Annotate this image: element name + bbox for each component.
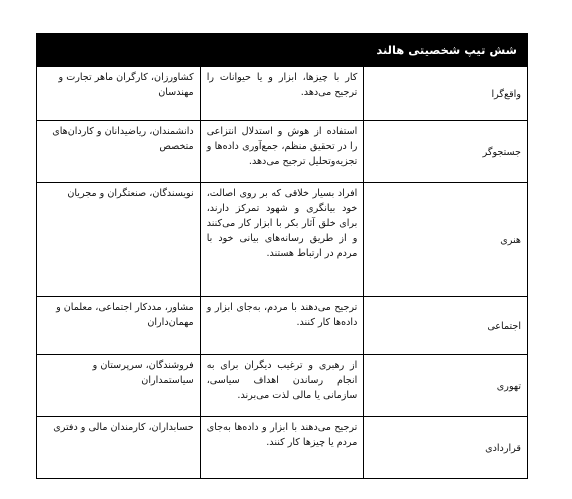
- jobs-cell: فروشندگان، سرپرستان و سیاستمداران: [37, 355, 201, 417]
- table-header-row: [37, 34, 528, 67]
- description-cell: افراد بسیار خلاقی که بر روی اصالت، خود بیانگری و شهود تمرکز دارند، برای خلق آثار بکر با ابزار کار می‌کنند و از طریق رسانه‌های بیانی خود با مردم در ارتباط هستند.: [200, 183, 364, 297]
- table-row: [37, 417, 528, 479]
- jobs-cell: کشاورزان، کارگران ماهر تجارت و مهندسان: [37, 67, 201, 121]
- personality-type-cell: جستجوگر: [364, 121, 528, 183]
- description-cell: استفاده از هوش و استدلال انتزاعی را در تحقیق منظم، جمع‌آوری داده‌ها و تجزیه‌وتحلیل ترجیح می‌دهد.: [200, 121, 364, 183]
- personality-type-cell: هنری: [364, 183, 528, 297]
- description-cell: ترجیح می‌دهند با مردم، به‌جای ابزار و داده‌ها کار کنند.: [200, 297, 364, 355]
- jobs-cell: مشاور، مددکار اجتماعی، معلمان و مهمان‌داران: [37, 297, 201, 355]
- table-row: [37, 183, 528, 297]
- table-row: [37, 355, 528, 417]
- table-title: شش تیپ شخصیتی هالند: [37, 34, 528, 67]
- description-cell: ترجیح می‌دهند با ابزار و داده‌ها به‌جای مردم یا چیزها کار کنند.: [200, 417, 364, 479]
- jobs-cell: حسابداران، کارمندان مالی و دفتری: [37, 417, 201, 479]
- table-row: [37, 121, 528, 183]
- jobs-cell: نویسندگان، صنعتگران و مجریان: [37, 183, 201, 297]
- personality-type-cell: اجتماعی: [364, 297, 528, 355]
- personality-type-cell: واقع‌گرا: [364, 67, 528, 121]
- description-cell: از رهبری و ترغیب دیگران برای به انجام رساندن اهداف سیاسی، سازمانی یا مالی لذت می‌برند.: [200, 355, 364, 417]
- table-row: [37, 297, 528, 355]
- jobs-cell: دانشمندان، ریاضیدانان و کاردان‌های متخصص: [37, 121, 201, 183]
- personality-type-cell: قراردادی: [364, 417, 528, 479]
- table-row: [37, 67, 528, 121]
- personality-type-cell: تهوری: [364, 355, 528, 417]
- description-cell: کار با چیزها، ابزار و یا حیوانات را ترجیح می‌دهد.: [200, 67, 364, 121]
- holland-types-table-container: [36, 33, 528, 479]
- holland-types-table: [36, 33, 528, 479]
